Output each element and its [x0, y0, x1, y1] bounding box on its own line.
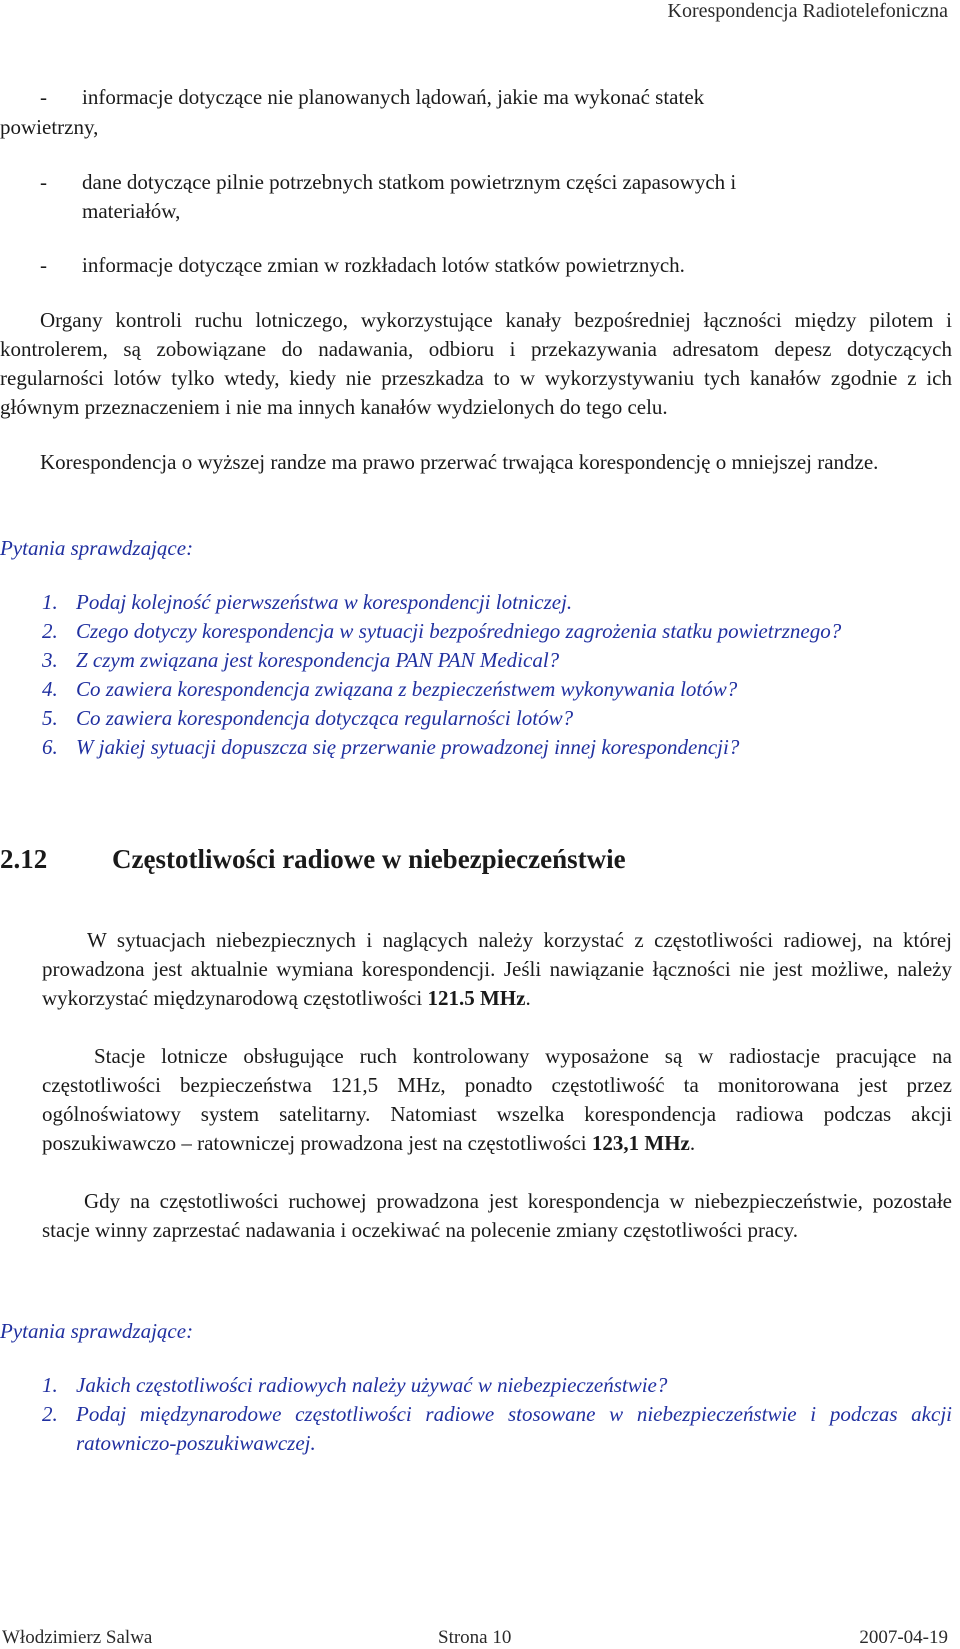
section-title: Częstotliwości radiowe w niebezpieczeństwie: [112, 844, 626, 874]
paragraph: Organy kontroli ruchu lotniczego, wykorzystujące kanały bezpośredniej łączności między pilotem i kontrolerem, są zobowiązane do nadawania, odbioru i przekazywania adresatom depesz dotyczących regularności lotów tylko wtedy, kiedy nie przeszkadza to w wykorzystywaniu tych kanałów zgodnie z ich głównym przeznaczeniem i nie ma innych kanałów wydzielonych do tego celu.: [0, 308, 952, 419]
question-item: 1. Jakich częstotliwości radiowych należy używać w niebezpieczeństwie?: [42, 1373, 668, 1397]
question-item: 2. Podaj międzynarodowe częstotliwości radiowe stosowane w niebezpieczeństwie i podczas akcji ratowniczo-poszukiwawczej.: [42, 1402, 952, 1455]
question-item: 6. W jakiej sytuacji dopuszcza się przerwanie prowadzonej innej korespondencji?: [42, 735, 740, 759]
bullet-continuation: materiałów,: [82, 199, 181, 223]
bullet-text: informacje dotyczące nie planowanych lądowań, jakie ma wykonać statek: [82, 85, 705, 109]
page-footer: [0, 1627, 960, 1649]
bullet-item: [40, 168, 920, 197]
question-item: 1. Podaj kolejność pierwszeństwa w korespondencji lotniczej.: [42, 590, 573, 614]
frequency-bold: 121.5 MHz: [427, 986, 526, 1010]
bullet-item: [40, 83, 920, 112]
running-header: Korespondencja Radiotelefoniczna: [667, 0, 948, 22]
question-item: 3. Z czym związana jest korespondencja PAN PAN Medical?: [42, 648, 560, 672]
bullet-item: [40, 251, 920, 280]
question-item: 4. Co zawiera korespondencja związana z bezpieczeństwem wykonywania lotów?: [42, 677, 738, 701]
bullet-text: dane dotyczące pilnie potrzebnych statkom powietrznym części zapasowych i: [82, 170, 737, 194]
bullet-text: informacje dotyczące zmian w rozkładach lotów statków powietrznych.: [82, 253, 685, 277]
footer-author: Włodzimierz Salwa: [2, 1627, 153, 1648]
paragraph: Stacje lotnicze obsługujące ruch kontrolowany wyposażone są w radiostacje pracujące na częstotliwości bezpieczeństwa 121,5 MHz, ponadto częstotliwość ta monitorowana jest przez ogólnoświatowy system satelitarny. Natomiast wszelka korespondencja radiowa podczas akcji poszukiwawczo – ratowniczej prowadzona jest na częstotliwości 123,1 MHz.: [42, 1044, 952, 1155]
question-item: 5. Co zawiera korespondencja dotycząca regularności lotów?: [42, 706, 574, 730]
bullet-dash: -: [40, 253, 47, 277]
footer-date: 2007-04-19: [859, 1627, 948, 1648]
questions-heading: Pytania sprawdzające:: [0, 1319, 194, 1343]
section-number: 2.12: [0, 844, 48, 874]
question-item: 2. Czego dotyczy korespondencja w sytuacji bezpośredniego zagrożenia statku powietrznego?: [42, 619, 842, 643]
questions-list: [28, 1371, 952, 1458]
paragraph: W sytuacjach niebezpiecznych i naglących należy korzystać z częstotliwości radiowej, na której prowadzona jest aktualnie wymiana korespondencji. Jeśli nawiązanie łączności nie jest możliwe, należy wykorzystać międzynarodową częstotliwości 121.5 MHz.: [42, 928, 952, 1010]
paragraph: Korespondencja o wyższej randze ma prawo przerwać trwająca korespondencję o mniejszej randze.: [40, 450, 879, 474]
frequency-bold: 123,1 MHz: [591, 1131, 690, 1155]
questions-list: [28, 588, 952, 762]
questions-heading: Pytania sprawdzające:: [0, 536, 194, 560]
bullet-dash: -: [40, 170, 47, 194]
bullet-dash: -: [40, 85, 47, 109]
paragraph: Gdy na częstotliwości ruchowej prowadzona jest korespondencja w niebezpieczeństwie, pozostałe stacje winny zaprzestać nadawania i oczekiwać na polecenie zmiany częstotliwości pracy.: [42, 1189, 952, 1242]
footer-page-number: Strona 10: [438, 1627, 512, 1648]
bullet-continuation: powietrzny,: [0, 115, 99, 139]
